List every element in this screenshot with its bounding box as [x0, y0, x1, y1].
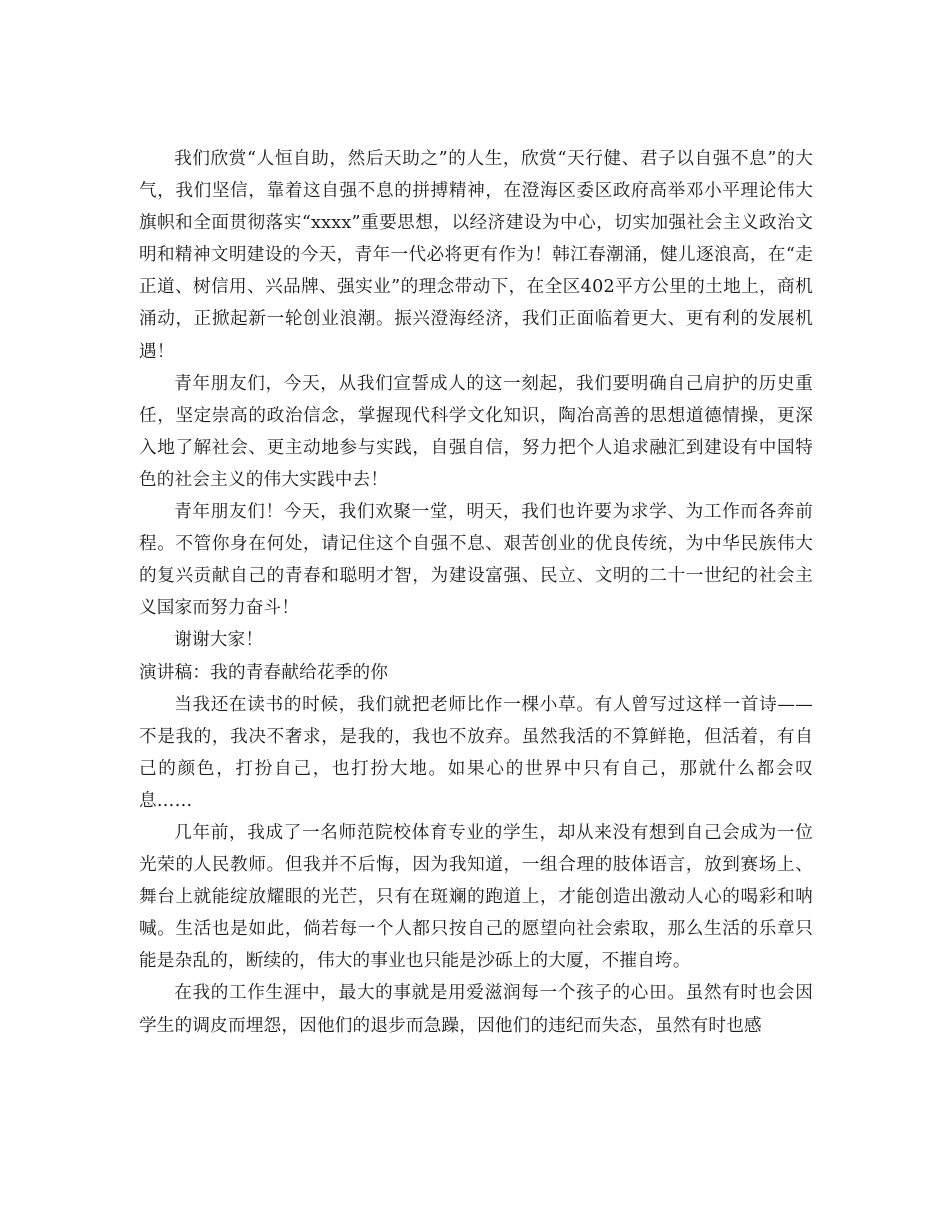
- paragraph-7: 在我的工作生涯中，最大的事就是用爱滋润每一个孩子的心田。虽然有时也会因学生的调皮而埋怨，因他们的退步而急躁，因他们的违纪而失态，虽然有时也感: [139, 983, 813, 1036]
- paragraph-6: 几年前，我成了一名师范院校体育专业的学生，却从来没有想到自己会成为一位光荣的人民教师。但我并不后悔，因为我知道，一组合理的肢体语言，放到赛场上、舞台上就能绽放耀眼的光芒，只有在斑斓的跑道上，才能创造出激动人心的喝彩和呐喊。生活也是如此，倘若每一个人都只按自己的愿望向社会索取，那么生活的乐章只能是杂乱的，断续的，伟大的事业也只能是沙砾上的大厦，不摧自垮。: [139, 822, 813, 972]
- document-page: [139, 143, 813, 1042]
- paragraph-3: 青年朋友们！今天，我们欢聚一堂，明天，我们也许要为求学、为工作而各奔前程。不管你身在何处，请记住这个自强不息、艰苦创业的优良传统，为中华民族伟大的复兴贡献自己的青春和聪明才智，为建设富强、民立、文明的二十一世纪的社会主义国家而努力奋斗！: [139, 502, 813, 619]
- paragraph-2: 青年朋友们，今天，从我们宣誓成人的这一刻起，我们要明确自己肩护的历史重任，坚定崇高的政治信念，掌握现代科学文化知识，陶冶高善的思想道德情操，更深入地了解社会、更主动地参与实践，自强自信，努力把个人追求融汇到建设有中国特色的社会主义的伟大实践中去！: [139, 373, 813, 490]
- section-title: 演讲稿：我的青春献给花季的你: [139, 662, 389, 683]
- paragraph-5: 当我还在读书的时候，我们就把老师比作一棵小草。有人曾写过这样一首诗——不是我的，我决不奢求，是我的，我也不放弃。虽然我活的不算鲜艳，但活着，有自己的颜色，打扮自己，也打扮大地。如果心的世界中只有自己，那就什么都会叹息……: [139, 694, 813, 811]
- paragraph-4: 谢谢大家！: [174, 630, 264, 651]
- paragraph-1: 我们欣赏“人恒自助，然后天助之”的人生，欣赏“天行健、君子以自强不息”的大气，我们坚信，靠着这自强不息的拼搏精神，在澄海区委区政府高举邓小平理论伟大旗帜和全面贯彻落实“xxxx”重要思想，以经济建设为中心，切实加强社会主义政治文明和精神文明建设的今天，青年一代必将更有作为！韩江春潮涌，健儿逐浪高，在“走正道、树信用、兴品牌、强实业”的理念带动下，在全区402平方公里的土地上，商机涌动，正掀起新一轮创业浪潮。振兴澄海经济，我们正面临着更大、更有利的发展机遇！: [139, 149, 813, 362]
